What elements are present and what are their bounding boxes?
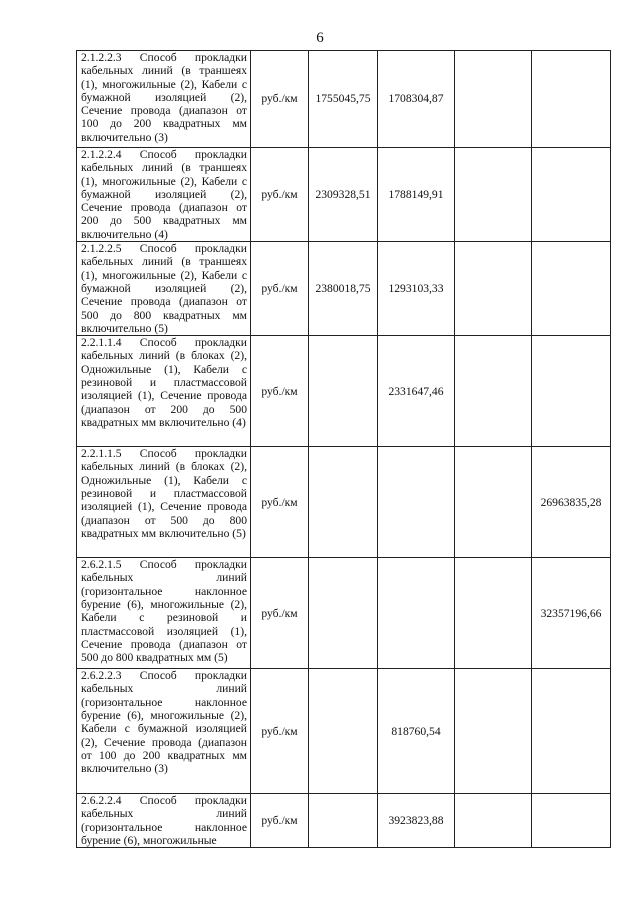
row-unit: руб./км xyxy=(251,794,309,848)
row-description: 2.2.1.1.4 Способ прокладки кабельных линий (в блоках (2), Одножильные (1), Кабели с резиновой и пластмассовой изоляцией (1), Сечение провода (диапазон от 200 до 500 квадратных мм включительно (4) xyxy=(77,336,251,447)
row-unit: руб./км xyxy=(251,51,309,148)
row-value-3 xyxy=(455,794,532,848)
row-value-4: 32357196,66 xyxy=(532,558,611,669)
row-value-2: 2331647,46 xyxy=(378,336,455,447)
row-value-3 xyxy=(455,242,532,336)
row-value-1: 2380018,75 xyxy=(309,242,378,336)
table-row xyxy=(77,148,611,242)
row-value-4 xyxy=(532,242,611,336)
cost-table xyxy=(76,50,611,848)
row-description: 2.1.2.2.5 Способ прокладки кабельных линий (в траншеях (1), многожильные (2), Кабели с бумажной изоляцией (2), Сечение провода (диапазон от 500 до 800 квадратных мм включительно (5) xyxy=(77,242,251,336)
row-value-1 xyxy=(309,336,378,447)
page-number: 6 xyxy=(316,30,324,46)
row-value-2: 818760,54 xyxy=(378,669,455,794)
row-value-1 xyxy=(309,558,378,669)
row-description: 2.1.2.2.4 Способ прокладки кабельных линий (в траншеях (1), многожильные (2), Кабели с бумажной изоляцией (2), Сечение провода (диапазон от 200 до 500 квадратных мм включительно (4) xyxy=(77,148,251,242)
row-value-2: 3923823,88 xyxy=(378,794,455,848)
row-value-3 xyxy=(455,51,532,148)
row-value-4 xyxy=(532,794,611,848)
row-value-2 xyxy=(378,558,455,669)
table-row xyxy=(77,336,611,447)
row-description: 2.6.2.1.5 Способ прокладки кабельных линий (горизонтальное наклонное бурение (6), многожильные (2), Кабели с резиновой и пластмассовой изоляцией (1), Сечение провода (диапазон от 500 до 800 квадратных мм (5) xyxy=(77,558,251,669)
row-unit: руб./км xyxy=(251,558,309,669)
row-value-1 xyxy=(309,447,378,558)
row-value-1: 2309328,51 xyxy=(309,148,378,242)
row-value-4 xyxy=(532,336,611,447)
row-value-1: 1755045,75 xyxy=(309,51,378,148)
row-value-3 xyxy=(455,669,532,794)
row-value-1 xyxy=(309,794,378,848)
table-row xyxy=(77,669,611,794)
row-value-3 xyxy=(455,558,532,669)
table-row xyxy=(77,447,611,558)
row-value-4: 26963835,28 xyxy=(532,447,611,558)
row-value-3 xyxy=(455,148,532,242)
row-value-2 xyxy=(378,447,455,558)
table-row xyxy=(77,558,611,669)
table-row xyxy=(77,794,611,848)
row-description: 2.1.2.2.3 Способ прокладки кабельных линий (в траншеях (1), многожильные (2), Кабели с бумажной изоляцией (2), Сечение провода (диапазон от 100 до 200 квадратных мм включительно (3) xyxy=(77,51,251,148)
row-unit: руб./км xyxy=(251,669,309,794)
row-value-3 xyxy=(455,336,532,447)
row-description: 2.6.2.2.3 Способ прокладки кабельных линий (горизонтальное наклонное бурение (6), многожильные (2), Кабели с бумажной изоляцией (2), Сечение провода (диапазон от 100 до 200 квадратных мм включительно (3) xyxy=(77,669,251,794)
row-unit: руб./км xyxy=(251,447,309,558)
row-value-4 xyxy=(532,148,611,242)
table-row xyxy=(77,242,611,336)
row-value-2: 1708304,87 xyxy=(378,51,455,148)
row-value-4 xyxy=(532,51,611,148)
row-value-1 xyxy=(309,669,378,794)
row-unit: руб./км xyxy=(251,336,309,447)
row-unit: руб./км xyxy=(251,242,309,336)
table-row xyxy=(77,51,611,148)
row-description: 2.6.2.2.4 Способ прокладки кабельных линий (горизонтальное наклонное бурение (6), многожильные xyxy=(77,794,251,848)
row-value-2: 1788149,91 xyxy=(378,148,455,242)
row-value-4 xyxy=(532,669,611,794)
row-value-3 xyxy=(455,447,532,558)
row-unit: руб./км xyxy=(251,148,309,242)
row-value-2: 1293103,33 xyxy=(378,242,455,336)
row-description: 2.2.1.1.5 Способ прокладки кабельных линий (в блоках (2), Одножильные (1), Кабели с резиновой и пластмассовой изоляцией (1), Сечение провода (диапазон от 500 до 800 квадратных мм включительно (5) xyxy=(77,447,251,558)
